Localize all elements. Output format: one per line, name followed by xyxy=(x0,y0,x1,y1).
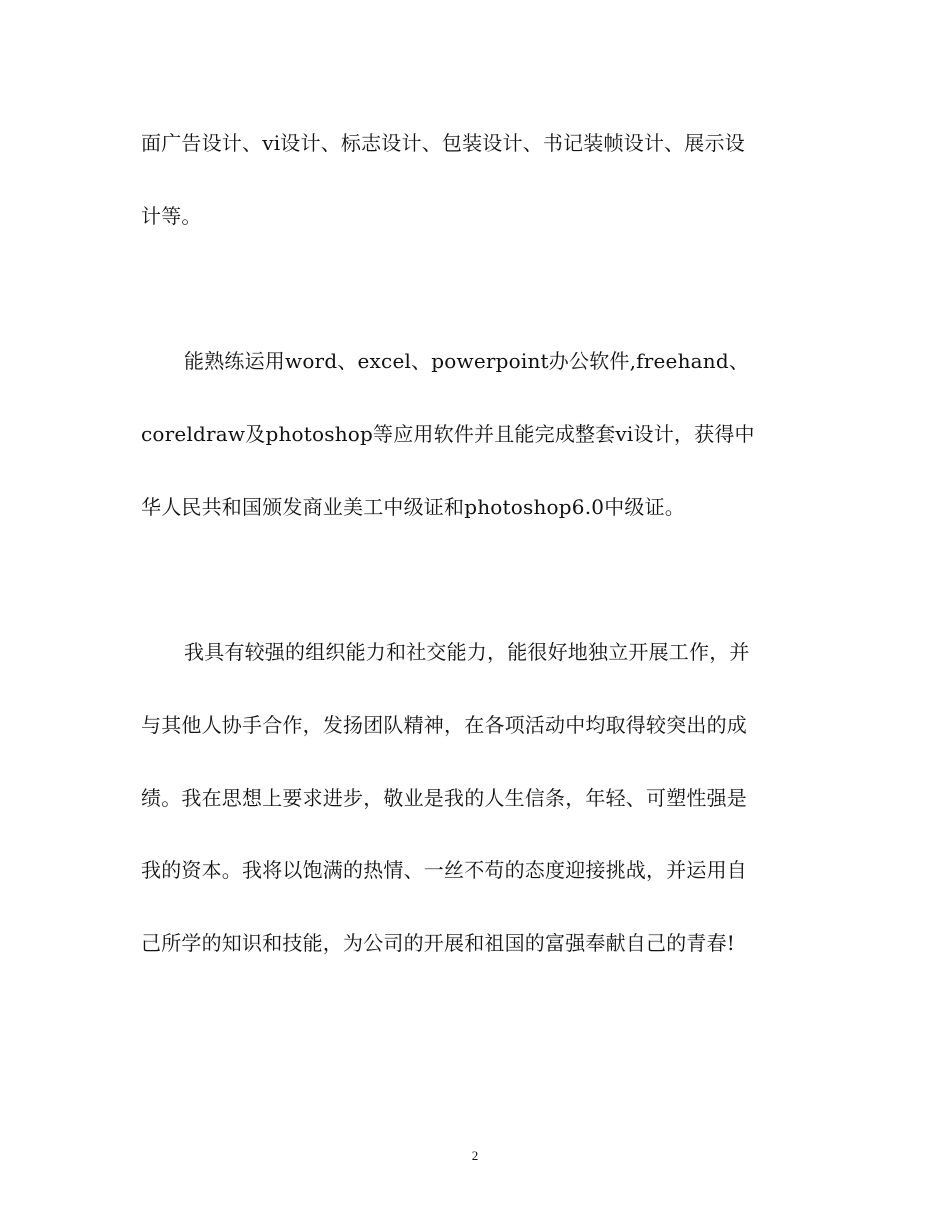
text-line: 绩。我在思想上要求进步，敬业是我的人生信条，年轻、可塑性强是 xyxy=(141,786,747,810)
text-line: 计等。 xyxy=(141,204,202,228)
text-line: 己所学的知识和技能，为公司的开展和祖国的富强奉献自己的青春! xyxy=(141,931,736,955)
text-line: 我具有较强的组织能力和社交能力，能很好地独立开展工作，并 xyxy=(184,640,750,664)
text-line: 与其他人协手合作，发扬团队精神，在各项活动中均取得较突出的成 xyxy=(141,713,747,737)
text-line: coreldraw及photoshop等应用软件并且能完成整套vi设计，获得中 xyxy=(141,422,755,446)
page-number: 2 xyxy=(471,1148,479,1163)
text-line: 能熟练运用word、excel、powerpoint办公软件,freehand、 xyxy=(184,349,750,373)
text-line: 华人民共和国颁发商业美工中级证和photoshop6.0中级证。 xyxy=(141,495,685,519)
text-line: 面广告设计、vi设计、标志设计、包装设计、书记装帧设计、展示设 xyxy=(141,131,745,155)
text-line: 我的资本。我将以饱满的热情、一丝不苟的态度迎接挑战，并运用自 xyxy=(141,858,747,882)
